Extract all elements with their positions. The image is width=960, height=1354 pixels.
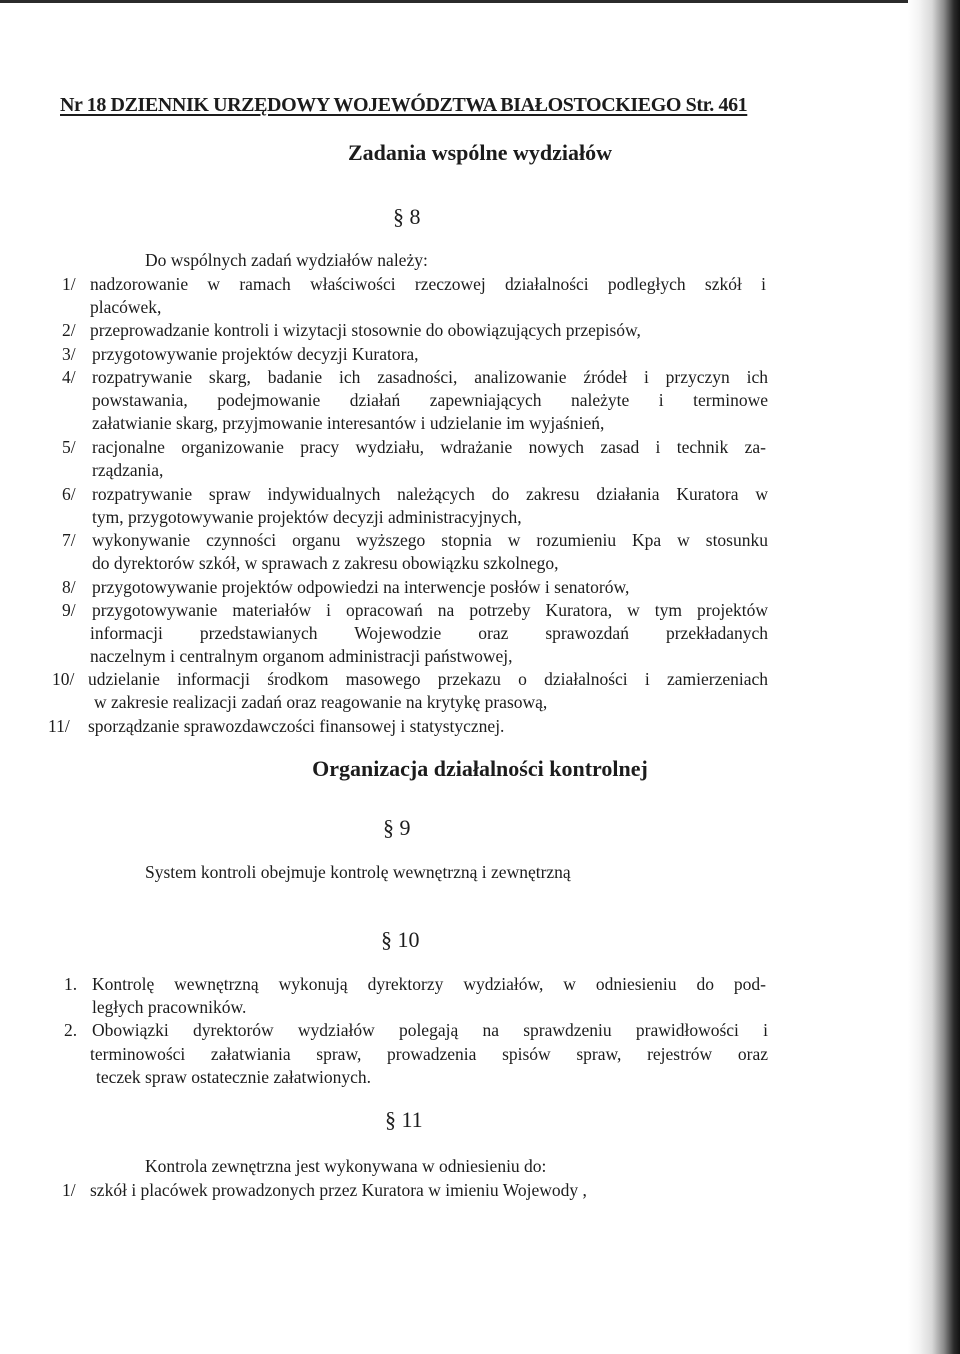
list-item-line: nadzorowanie w ramach właściwości rzeczowej działalności podległych szkół i [90, 274, 766, 294]
item-number: 1/ [62, 1180, 76, 1200]
para9-text: System kontroli obejmuje kontrolę wewnętrzną i zewnętrzną [145, 862, 571, 882]
list-item-line: przygotowywanie projektów decyzji Kuratora, [92, 344, 419, 364]
section-sign-11: § 11 [385, 1107, 423, 1132]
list-item-line: rozpatrywanie spraw indywidualnych należących do zakresu działania Kuratora w [92, 484, 768, 504]
item-number: 1/ [62, 274, 76, 294]
list-item-line: rządzania, [92, 460, 164, 480]
para8-intro: Do wspólnych zadań wydziałów należy: [145, 250, 428, 270]
list-item-line: do dyrektorów szkół, w sprawach z zakresu obowiązku szkolnego, [92, 553, 559, 573]
list-item-line: udzielanie informacji środkom masowego przekazu o działalności i zamierzeniach [88, 669, 768, 689]
section-sign-9: § 9 [383, 815, 411, 840]
list-item-line: przygotowywanie materiałów i opracowań na potrzeby Kuratora, w tym projektów [92, 600, 768, 620]
book-binding-shadow [908, 0, 960, 1354]
item-number: 2. [64, 1020, 78, 1040]
item-number: 11/ [48, 716, 70, 736]
list-item-line: powstawania, podejmowanie działań zapewniających należyte i terminowe [92, 390, 768, 410]
item-number: 9/ [62, 600, 76, 620]
list-item-line: rozpatrywanie skarg, badanie ich zasadności, analizowanie źródeł i przyczyn ich [92, 367, 768, 387]
running-head: Nr 18 DZIENNIK URZĘDOWY WOJEWÓDZTWA BIAŁOSTOCKIEGO Str. 461 [60, 94, 748, 116]
item-number: 6/ [62, 484, 76, 504]
section-sign-8: § 8 [393, 204, 421, 229]
item-number: 5/ [62, 437, 76, 457]
para11-intro: Kontrola zewnętrzna jest wykonywana w odniesieniu do: [145, 1156, 547, 1176]
list-item-line: terminowości załatwiania spraw, prowadzenia spisów spraw, rejestrów oraz [90, 1044, 768, 1064]
item-number: 7/ [62, 530, 76, 550]
heading-shared-tasks: Zadania wspólne wydziałów [347, 140, 613, 165]
list-item-line: teczek spraw ostatecznie załatwionych. [96, 1067, 372, 1087]
list-item-line: informacji przedstawianych Wojewodzie oraz sprawozdań przekładanych [90, 623, 768, 643]
list-item-line: Kontrolę wewnętrzną wykonują dyrektorzy wydziałów, w odniesieniu do pod- [92, 974, 766, 994]
scan-top-edge [0, 0, 960, 3]
section-sign-10: § 10 [381, 927, 420, 952]
item-number: 3/ [62, 344, 76, 364]
list-item-line: przeprowadzanie kontroli i wizytacji stosownie do obowiązujących przepisów, [90, 320, 641, 340]
item-number: 2/ [62, 320, 76, 340]
list-item-line: racjonalne organizowanie pracy wydziału, wdrażanie nowych zasad i technik za- [92, 437, 766, 457]
item-number: 10/ [52, 669, 75, 689]
item-number: 4/ [62, 367, 76, 387]
list-item-line: Obowiązki dyrektorów wydziałów polegają na sprawdzeniu prawidłowości i [92, 1020, 768, 1040]
list-item-line: naczelnym i centralnym organom administracji państwowej, [90, 646, 513, 666]
item-number: 8/ [62, 577, 76, 597]
heading-control-organization: Organizacja działalności kontrolnej [312, 756, 648, 781]
list-item-line: przygotowywanie projektów odpowiedzi na interwencje posłów i senatorów, [92, 577, 630, 597]
list-item-line: ległych pracowników. [92, 997, 247, 1017]
list-item-line: placówek, [90, 297, 162, 317]
list-item-line: sporządzanie sprawozdawczości finansowej i statystycznej. [88, 716, 505, 736]
list-item-line: w zakresie realizacji zadań oraz reagowanie na krytykę prasową, [94, 692, 548, 712]
item-number: 1. [64, 974, 78, 994]
list-item-line: szkół i placówek prowadzonych przez Kuratora w imieniu Wojewody , [90, 1180, 587, 1200]
list-item-line: tym, przygotowywanie projektów decyzji administracyjnych, [92, 507, 522, 527]
list-item-line: załatwianie skarg, przyjmowanie interesantów i udzielanie im wyjaśnień, [92, 413, 605, 433]
list-item-line: wykonywanie czynności organu wyższego stopnia w rozumieniu Kpa w stosunku [92, 530, 768, 550]
